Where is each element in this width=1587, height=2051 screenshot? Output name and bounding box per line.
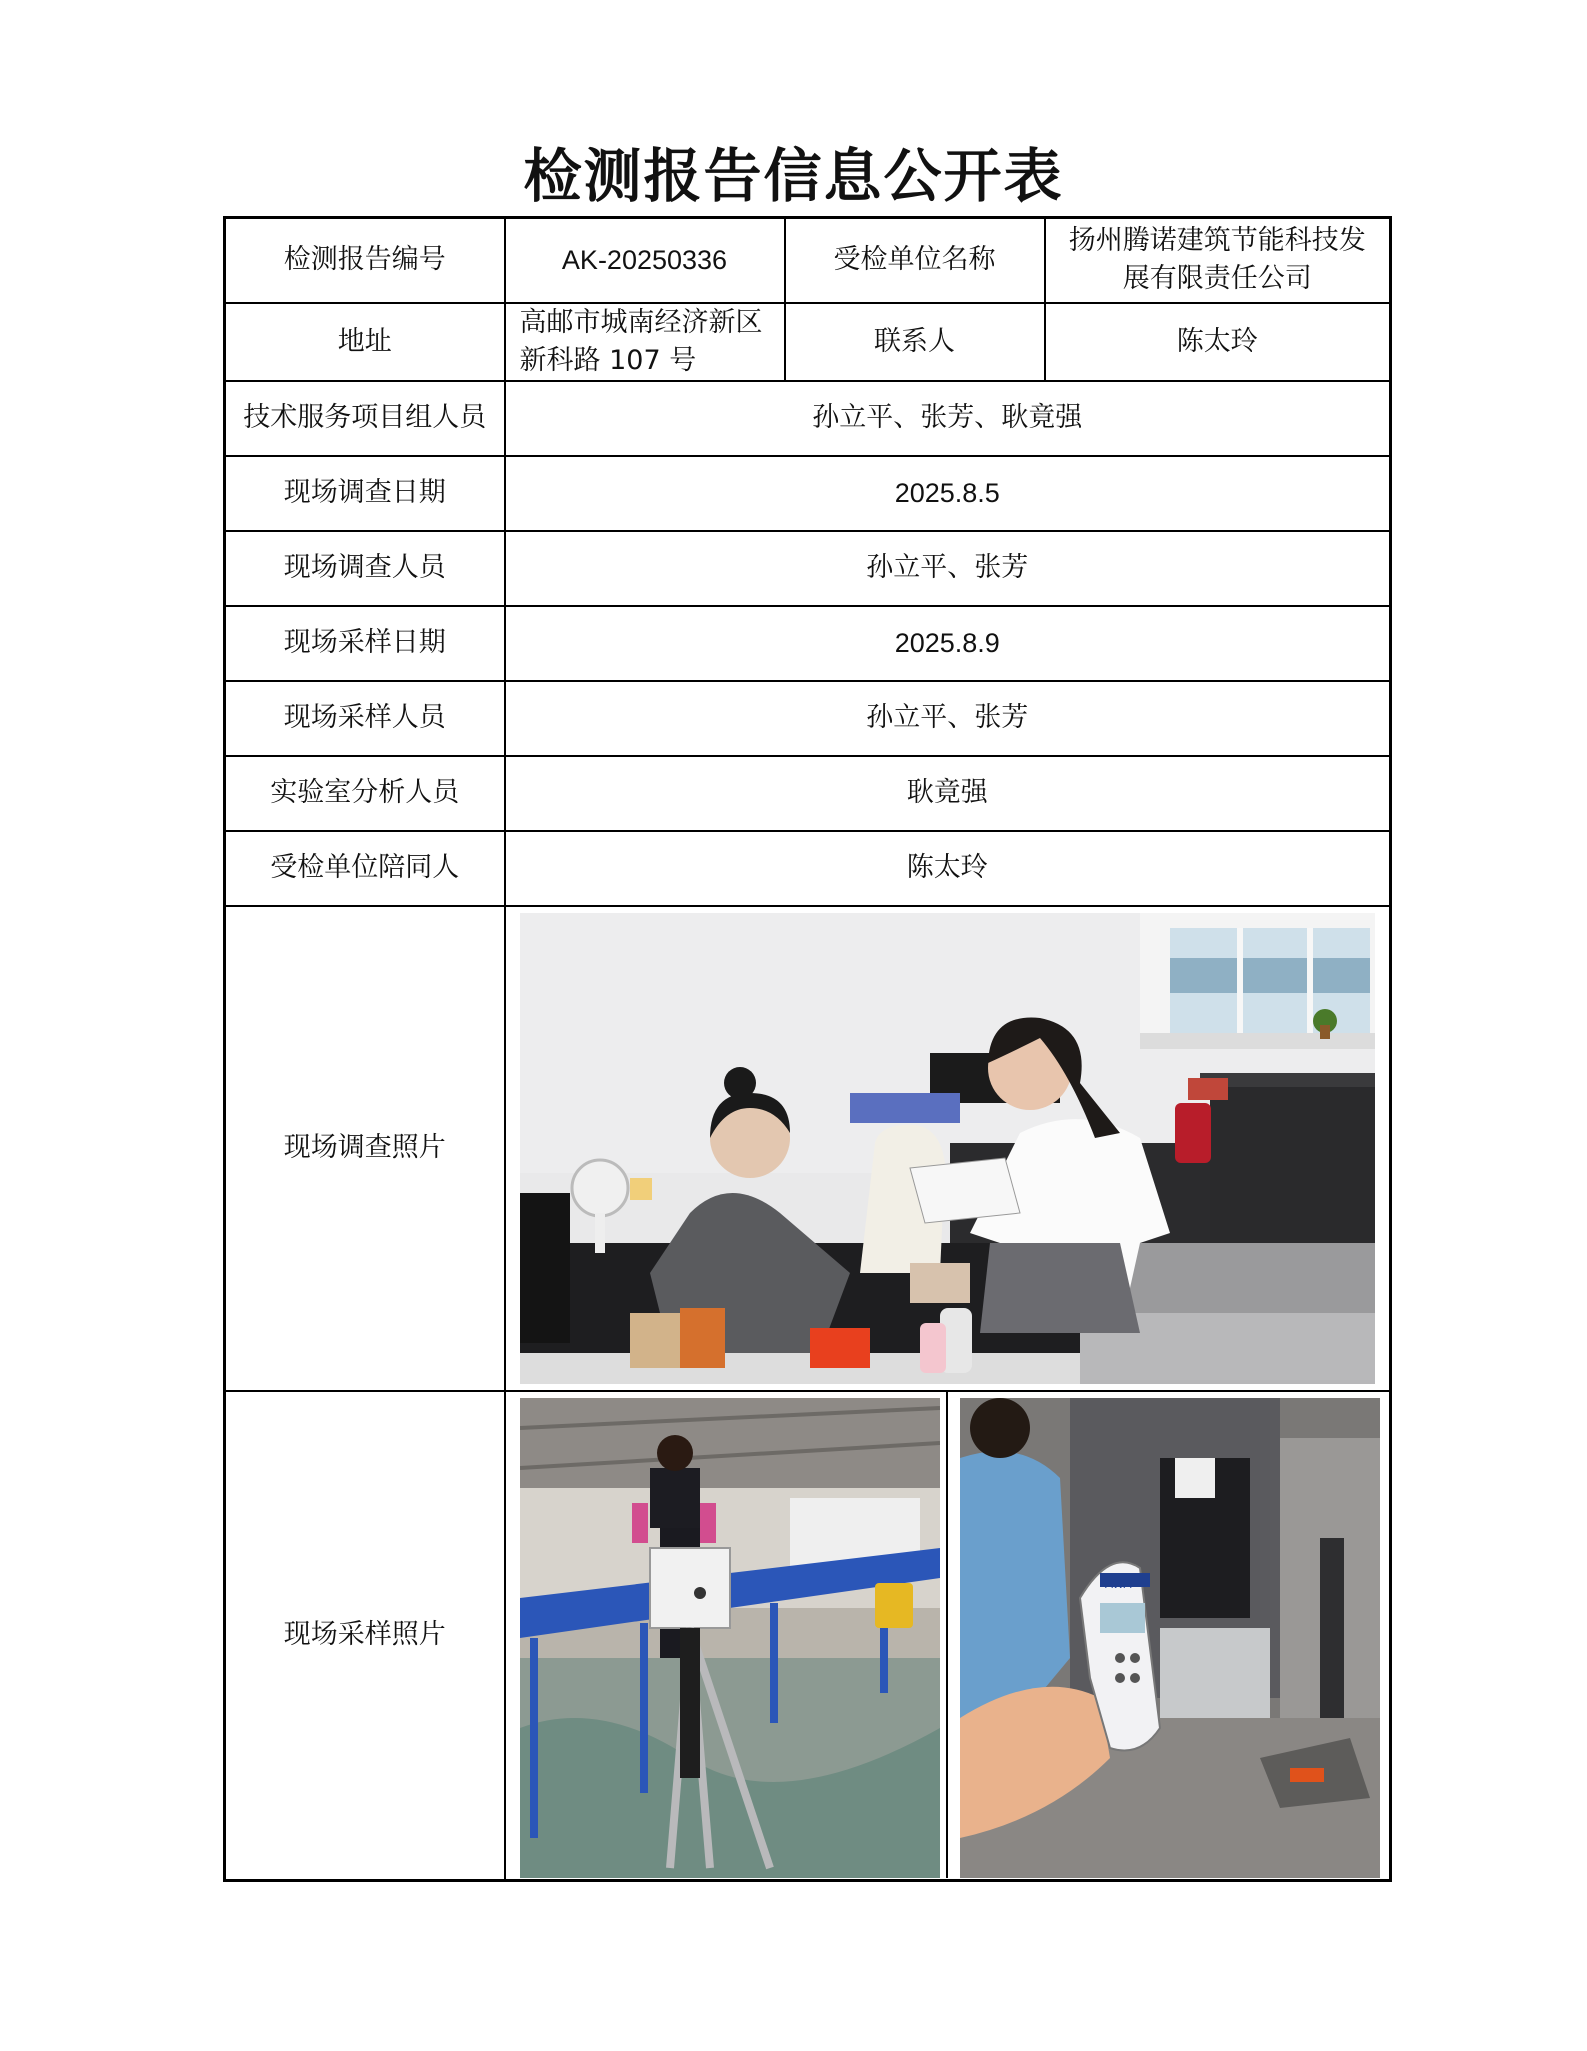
row-value: 2025.8.5	[505, 456, 1391, 531]
contact-label: 联系人	[785, 303, 1045, 381]
row-label: 受检单位陪同人	[225, 831, 505, 906]
page-title: 检测报告信息公开表	[523, 142, 1064, 210]
row-label: 现场采样日期	[225, 606, 505, 681]
survey-photo-cell	[505, 906, 1391, 1391]
row-value: 孙立平、张芳、耿竟强	[505, 381, 1391, 456]
survey-photo	[520, 913, 1376, 1384]
row-value: 耿竟强	[505, 756, 1391, 831]
table-row	[225, 381, 1391, 456]
workshop-tripod-photo	[520, 1398, 940, 1878]
row-value: 2025.8.9	[505, 606, 1391, 681]
address-value: 高邮市城南经济新区新科路 107 号	[505, 303, 785, 381]
row-label: 现场调查日期	[225, 456, 505, 531]
row-value: 孙立平、张芳	[505, 531, 1391, 606]
sound-meter-photo	[960, 1398, 1380, 1878]
table-row	[225, 681, 1391, 756]
table-row	[225, 906, 1391, 1391]
row-value: 陈太玲	[505, 831, 1391, 906]
address-label: 地址	[225, 303, 505, 381]
sampling-photo-label: 现场采样照片	[225, 1391, 505, 1881]
table-row	[225, 1391, 1391, 1881]
sampling-photo-left	[506, 1392, 947, 1878]
table-row	[225, 756, 1391, 831]
table-row	[225, 218, 1391, 303]
report-no-value: AK-20250336	[505, 218, 785, 303]
unit-name-value: 扬州腾诺建筑节能科技发展有限责任公司	[1045, 218, 1391, 303]
row-label: 现场调查人员	[225, 531, 505, 606]
table-row	[225, 303, 1391, 381]
table-row	[225, 831, 1391, 906]
unit-name-label: 受检单位名称	[785, 218, 1045, 303]
row-label: 实验室分析人员	[225, 756, 505, 831]
sampling-photo-cell	[505, 1391, 1391, 1881]
contact-value: 陈太玲	[1045, 303, 1391, 381]
report-table	[223, 216, 1392, 1882]
sampling-photo-right	[946, 1392, 1389, 1878]
table-row	[225, 531, 1391, 606]
row-value: 孙立平、张芳	[505, 681, 1391, 756]
office-survey-photo	[520, 913, 1376, 1384]
report-no-label: 检测报告编号	[225, 218, 505, 303]
sampling-photos	[506, 1392, 1390, 1878]
table-row	[225, 606, 1391, 681]
row-label: 技术服务项目组人员	[225, 381, 505, 456]
table-row	[225, 456, 1391, 531]
row-label: 现场采样人员	[225, 681, 505, 756]
survey-photo-label: 现场调查照片	[225, 906, 505, 1391]
